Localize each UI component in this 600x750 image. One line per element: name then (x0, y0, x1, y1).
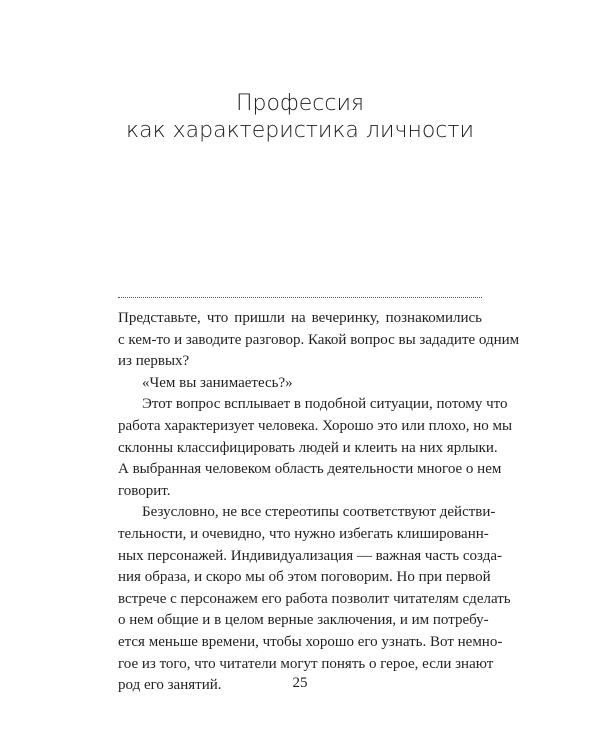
text-line: ния образа, и скоро мы об этом поговорим. Но при первой (118, 569, 491, 586)
text-line: «Чем вы занимаетесь?» (142, 374, 293, 391)
text-line: Безусловно, не все стереотипы соответствуют действи- (142, 504, 496, 521)
text-line: о нем общие и в целом верные заключения, и им потребу- (118, 612, 489, 629)
text-line: говорит. (118, 482, 171, 499)
text-line: Этот вопрос всплывает в подобной ситуации, потому что (142, 396, 508, 413)
text-line: тельности, и очевидно, что нужно избегать клишированн- (118, 525, 489, 542)
text-line: род его занятий. (118, 677, 222, 694)
text-line: с кем-то и заводите разговор. Какой вопрос вы зададите одним (118, 331, 520, 348)
chapter-title-line-2: как характеристика личности (126, 118, 474, 143)
text-line: ется меньше времени, чтобы хорошо его узнать. Вот немно- (118, 633, 503, 650)
page-number: 25 (292, 675, 308, 691)
text-line: склонны классифицировать людей и клеить на них ярлыки. (118, 439, 498, 456)
text-line: гое из того, что читатели могут понять о герое, если знают (118, 655, 494, 672)
text-line: из первых? (118, 353, 190, 370)
dotted-divider (118, 297, 482, 298)
text-line: работа характеризует человека. Хорошо это или плохо, но мы (118, 417, 513, 434)
text-line: ных персонажей. Индивидуализация — важная часть созда- (118, 547, 502, 564)
text-line: Представьте, что пришли на вечеринку, познакомились (118, 310, 482, 326)
body-text (118, 308, 520, 697)
text-line: встрече с персонажем его работа позволит читателям сделать (118, 590, 511, 607)
text-line: А выбранная человеком область деятельности многое о нем (118, 461, 502, 478)
chapter-title-line-1: Профессия (235, 91, 364, 116)
